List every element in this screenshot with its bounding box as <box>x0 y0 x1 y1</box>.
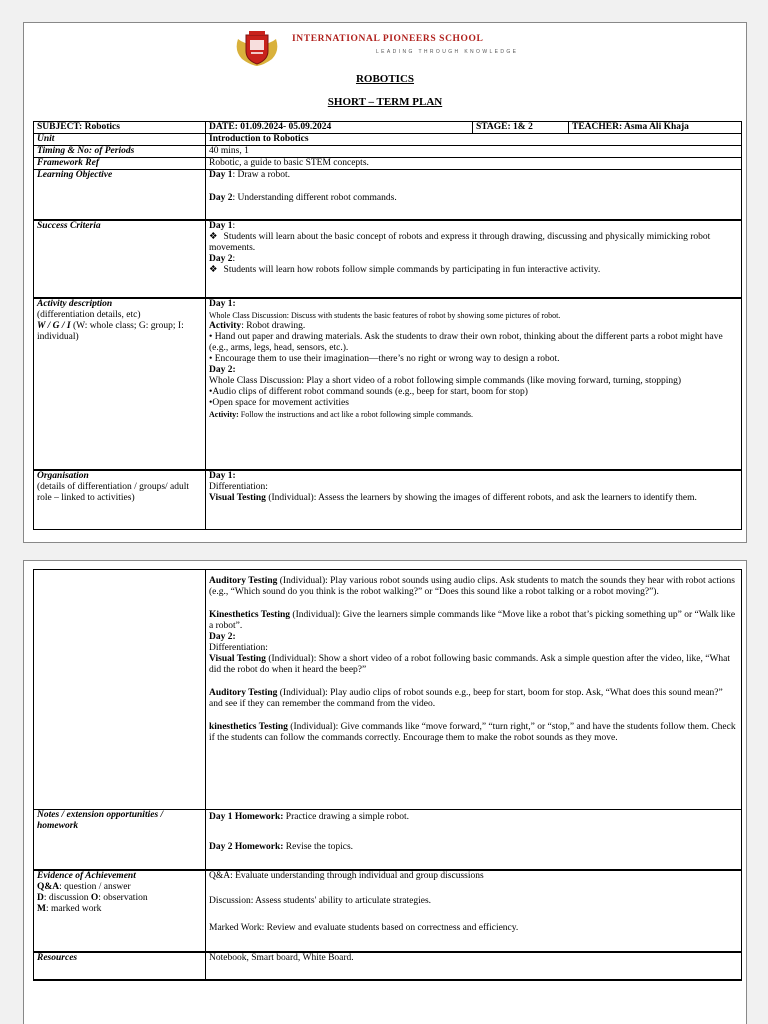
activity-label: Activity description (differentiation details, etc) W / G / I (W: whole class; G: group; I: individual) <box>34 298 206 470</box>
activity-row <box>34 298 742 470</box>
school-name: INTERNATIONAL PIONEERS SCHOOL <box>292 34 484 44</box>
objective-row <box>34 170 742 220</box>
plan-table <box>33 121 742 530</box>
activity-value: Day 1: Whole Class Discussion: Discuss with students the basic features of robot by showing some pictures of robot. Activity: Robot drawing. • Hand out paper and drawing materials. Ask the students to draw their own robot, thinking about the different parts a robot might have (e.g., arms, legs, head, sensors, etc.). • Encourage them to use their imagination—there’s no right or wrong way to design a robot. Day 2: Whole Class Discussion: Play a short video of a robot following simple commands (like moving forward, turning, stopping) •Audio clips of different robot command sounds (e.g., beep for start, boom for stop) •Open space for movement activities Activity: Follow the instructions and act like a robot following simple commands. <box>206 298 742 470</box>
info-row <box>34 122 742 134</box>
organisation-continued-value: Auditory Testing (Individual): Play various robot sounds using audio clips. Ask students to match the sounds they hear with robot actions (e.g., “Which sound do you think is the robot walking?” or “Does this sound like a robot talking or a robot moving?”). Kinesthetics Testing (Individual): Give the learners simple commands like “Move like a robot that’s picking something up” or “Walk like a robot”. Day 2: Differentiation: Visual Testing (Individual): Show a short video of a robot following basic commands. Ask a simple question after the video, like, “What did the robot do when it heard the beep?” Auditory Testing (Individual): Play audio clips of robot sounds e.g., beep for start, boom for stop. Ask, “What does this sound mean?” and see if they can remember the command from the video. kinesthetics Testing (Individual): Give commands like “move forward,” “turn right,” or “stop,” and have the students follow them. Check if the students can follow the commands correctly. Encourage them to make the robot sounds as they move. <box>206 570 742 810</box>
framework-label: Framework Ref <box>34 158 206 170</box>
plan-table-continued <box>33 569 742 981</box>
page-title: ROBOTICS <box>355 73 415 85</box>
subject-cell: SUBJECT: Robotics <box>34 122 206 134</box>
success-bullet-1: ❖ Students will learn about the basic concept of robots and express it through drawing, discussing and physically mimicking robot movements. <box>209 232 738 254</box>
resources-row <box>34 952 742 980</box>
unit-value: Introduction to Robotics <box>206 134 742 146</box>
success-value: Day 1: ❖ Students will learn about the basic concept of robots and express it through drawing, discussing and physically mimicking robot movements. Day 2: ❖ Students will learn how robots follow simple commands by participating in fun interactive activity. <box>206 220 742 298</box>
evidence-row <box>34 870 742 952</box>
teacher-cell: TEACHER: Asma Ali Khaja <box>569 122 742 134</box>
school-crest-icon <box>234 29 280 67</box>
stage-cell: STAGE: 1& 2 <box>473 122 569 134</box>
notes-row <box>34 810 742 870</box>
evidence-value: Q&A: Evaluate understanding through individual and group discussions Discussion: Assess students' ability to articulate strategies. Marked Work: Review and evaluate students based on correctness and efficiency. <box>206 870 742 952</box>
organisation-continued-row <box>34 570 742 810</box>
objective-label: Learning Objective <box>34 170 206 220</box>
evidence-label: Evidence of Achievement Q&A: question / answer D: discussion O: observation M: marked work <box>34 870 206 952</box>
unit-row <box>34 134 742 146</box>
objective-value: Day 1: Draw a robot. Day 2: Understanding different robot commands. <box>206 170 742 220</box>
timing-label: Timing & No: of Periods <box>34 146 206 158</box>
resources-label: Resources <box>34 952 206 980</box>
notes-value: Day 1 Homework: Practice drawing a simple robot. Day 2 Homework: Revise the topics. <box>206 810 742 870</box>
success-row <box>34 220 742 298</box>
page-subtitle: SHORT – TERM PLAN <box>327 96 443 108</box>
organisation-value: Day 1: Differentiation: Visual Testing (Individual): Assess the learners by showing the images of different robots, and ask the learners to identify them. <box>206 470 742 530</box>
success-label: Success Criteria <box>34 220 206 298</box>
resources-value: Notebook, Smart board, White Board. <box>206 952 742 980</box>
page-2 <box>23 560 747 1024</box>
organisation-continued-label <box>34 570 206 810</box>
school-motto: LEADING THROUGH KNOWLEDGE <box>376 49 519 55</box>
framework-row <box>34 158 742 170</box>
date-cell: DATE: 01.09.2024- 05.09.2024 <box>206 122 473 134</box>
success-bullet-2: ❖ Students will learn how robots follow simple commands by participating in fun interactive activity. <box>209 265 738 276</box>
notes-label: Notes / extension opportunities / homework <box>34 810 206 870</box>
organisation-label: Organisation (details of differentiation / groups/ adult role – linked to activities) <box>34 470 206 530</box>
unit-label: Unit <box>34 134 206 146</box>
school-logo <box>234 29 554 67</box>
page-1 <box>23 22 747 543</box>
timing-value: 40 mins, 1 <box>206 146 742 158</box>
framework-value: Robotic, a guide to basic STEM concepts. <box>206 158 742 170</box>
organisation-row <box>34 470 742 530</box>
timing-row <box>34 146 742 158</box>
